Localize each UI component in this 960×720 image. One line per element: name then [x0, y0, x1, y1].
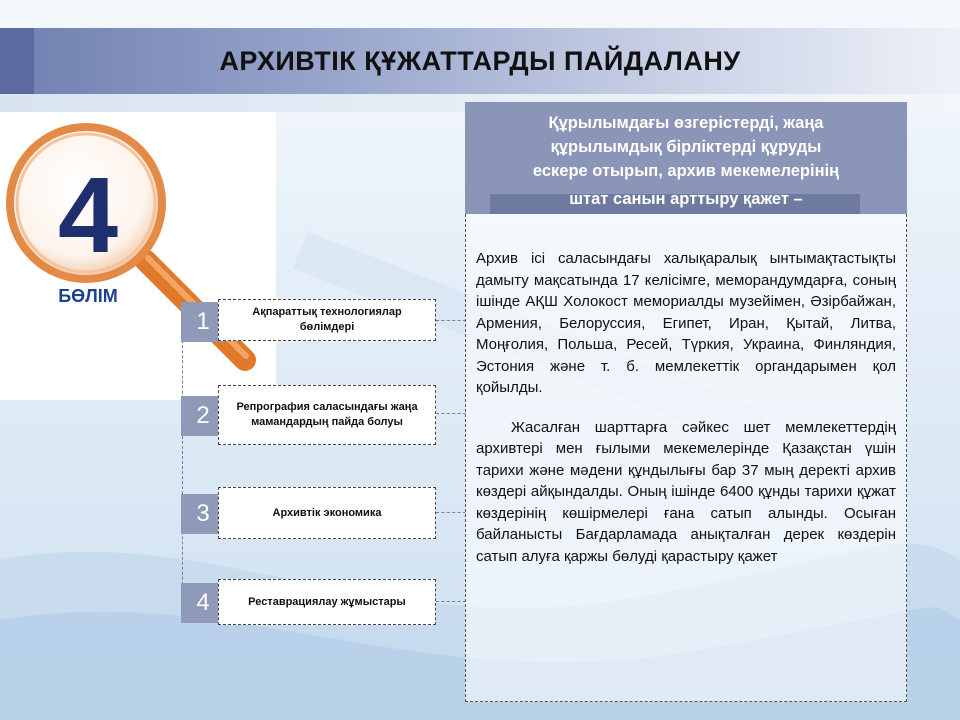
panel-header-line: штат санын арттыру қажет –	[569, 190, 803, 208]
list-item-restoration[interactable]	[218, 579, 436, 625]
list-item-label: Репрография саласындағы жаңа мамандардың пайда болуы	[236, 401, 418, 428]
list-item-information-technology[interactable]	[218, 299, 436, 341]
item-number-1: 1	[181, 302, 225, 342]
section-label: БӨЛІМ	[58, 286, 118, 306]
list-item-label: Архивтік экономика	[272, 506, 382, 519]
panel-body	[465, 214, 907, 702]
list-item-reprography[interactable]	[218, 385, 436, 445]
connector	[436, 320, 466, 322]
item-number-2: 2	[181, 396, 225, 436]
list-item-archive-economics[interactable]	[218, 487, 436, 539]
panel-header-line: ескере отырып, архив мекемелерінің	[532, 162, 840, 180]
connector	[436, 601, 466, 603]
list-item-label: Реставрациялау жұмыстары	[248, 595, 406, 608]
item-number-3: 3	[181, 494, 225, 534]
item-number-4: 4	[181, 583, 225, 623]
panel-header-line: Құрылымдағы өзгерістерді, жаңа	[548, 114, 824, 132]
connector	[436, 413, 466, 415]
paragraph-sources: Жасалған шарттарға сәйкес шет мемлекеттердің архивтері мен ғылыми мекемелерінде Қазақстан үшін тарихи және мәдени құндылығы бар 37 мың деректі архив көздері айқындалды. Оның ішінде 6400 құнды тарихи құжат көздерінің көшірмелері ғана сатып алынды. Осыған байланысты Бағдарламада анықталған дерек көздерін сатып алуға қаржы бөлуді қарастыру қажет	[476, 418, 896, 565]
connector	[436, 512, 466, 514]
section-number: 4	[57, 154, 119, 275]
list-item-label: Ақпараттық технологиялар бөлімдері	[252, 306, 402, 333]
page-title: АРХИВТІК ҚҰЖАТТАРДЫ ПАЙДАЛАНУ	[219, 46, 741, 76]
magnifier-icon	[0, 120, 300, 390]
paragraph-cooperation: Архив ісі саласындағы халықаралық ынтымақтастықты дамыту мақсатында 17 келісімге, меморандумдарға, соның ішінде АҚШ Холокост мемориалды музейімен, Әзірбайжан, Армения, Белоруссия, Египет, Иран, Қытай, Литва, Моңғолия, Польша, Ресей, Түркия, Украина, Финляндия, Эстония және т. б. мемлекеттік органдарымен қол қойылды.	[476, 250, 896, 396]
panel-header-line: құрылымдық бірліктерді құруды	[550, 138, 822, 156]
connector-line	[182, 300, 184, 620]
